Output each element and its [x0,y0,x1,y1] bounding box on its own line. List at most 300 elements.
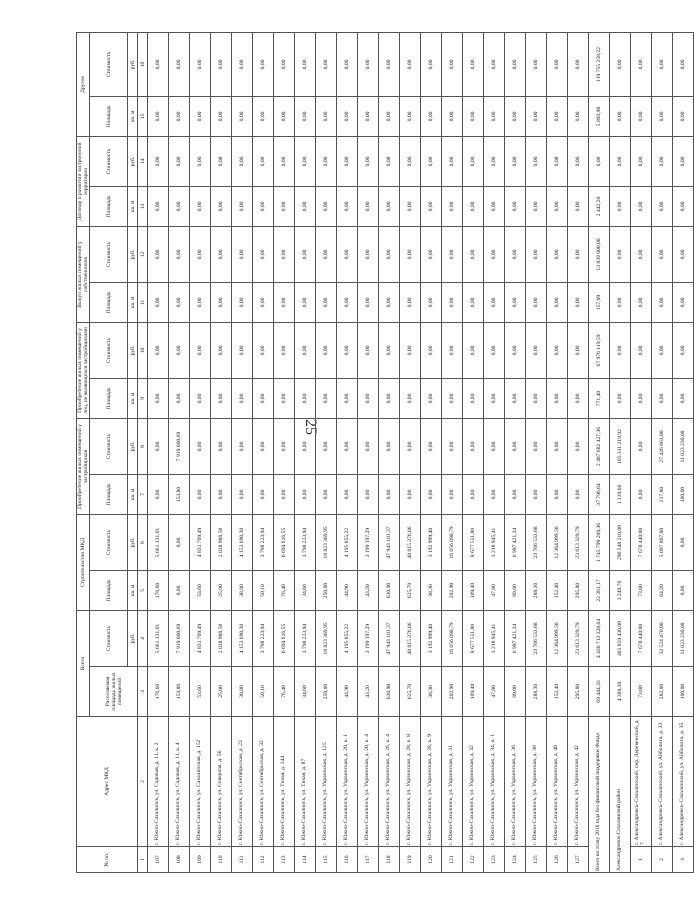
cell-total-area: 250,00 [316,667,337,717]
cell-o-area: 5 893,90 [589,96,610,136]
unit-area: кв. м [128,282,138,322]
unit-area: кв. м [128,475,138,515]
unit-cost: руб. [128,515,138,571]
cell-b-cost: 0,00 [421,226,442,282]
cell-pn-area: 0,00 [253,378,274,418]
col-number: 2 [138,717,148,847]
cell-pn-cost: 0,00 [652,322,673,378]
cell-total-cost: 8 677 511,80 [463,611,484,667]
cell-pn-area: 0,00 [274,378,295,418]
cell-c-cost: 18 823 369,95 [316,515,337,571]
cell-o-cost: 0,00 [610,32,631,96]
table-row [379,32,400,872]
cell-c-cost: 16 656 890,79 [442,515,463,571]
cell-b-area: 0,00 [442,282,463,322]
cell-total-area: 89,00 [505,667,526,717]
cell-pd-area: 0,00 [232,475,253,515]
cell-c-cost: 3 798 223,94 [295,515,316,571]
cell-pd-area: 0,00 [358,475,379,515]
cell-pd-area: 0,00 [547,475,568,515]
cell-total-area: 176,60 [148,667,169,717]
table-row [568,32,589,872]
cell-o-area: 0,00 [673,96,694,136]
cell-b-area: 0,00 [610,282,631,322]
cell-total-area: 153,80 [169,667,190,717]
cell-address: г. Южно-Сахалинск, ул. Украинская, д. 20, к. 1 [337,717,358,847]
cell-t-cost: 0,00 [526,136,547,186]
cell-pn-cost: 0,00 [148,322,169,378]
cell-b-cost: 0,00 [232,226,253,282]
cell-total-cost: 3 798 223,94 [295,611,316,667]
cell-total-area: 53,60 [190,667,211,717]
cell-t-cost: 0,00 [652,136,673,186]
header-no: № пп. [77,847,138,873]
cell-t-area: 0,00 [190,186,211,226]
cell-b-cost: 0,00 [463,226,484,282]
cell-o-area: 0,00 [316,96,337,136]
header-buyout: Выкуп жилых помещений у собственников [77,226,90,322]
col-number: 6 [138,515,148,571]
cell-o-area: 0,00 [631,96,652,136]
cell-t-cost: 0,00 [631,136,652,186]
cell-total-area: 50,10 [253,667,274,717]
col-number: 5 [138,571,148,611]
table-row [652,32,673,872]
table-row [547,32,568,872]
cell-c-area: 202,90 [442,571,463,611]
page-number: 25 [302,419,319,435]
cell-t-area: 0,00 [232,186,253,226]
header-area: Площадь [90,96,128,136]
cell-pd-cost: 0,00 [379,418,400,474]
cell-pn-cost: 0,00 [316,322,337,378]
cell-pn-area: 0,00 [316,378,337,418]
cell-pd-cost: 0,00 [274,418,295,474]
cell-pd-cost: 0,00 [505,418,526,474]
cell-b-cost: 0,00 [169,226,190,282]
cell-o-cost: 0,00 [463,32,484,96]
cell-c-area: 73,00 [631,571,652,611]
cell-pn-area: 0,00 [442,378,463,418]
cell-c-area: 25,00 [211,571,232,611]
cell-t-cost: 0,00 [400,136,421,186]
cell-o-cost: 0,00 [484,32,505,96]
col-number: 16 [138,32,148,96]
cell-b-cost: 0,00 [526,226,547,282]
cell-t-cost: 0,00 [568,136,589,186]
header-area: Площадь [90,186,128,226]
cell-c-area: 295,80 [568,571,589,611]
unit-cost: руб. [128,418,138,474]
cell-t-area: 0,00 [421,186,442,226]
cell-pd-area: 0,00 [295,475,316,515]
table-row [421,32,442,872]
cell-c-cost: 2 038 988,58 [211,515,232,571]
cell-pn-area: 0,00 [358,378,379,418]
cell-pd-cost: 0,00 [337,418,358,474]
cell-pd-area: 0,00 [505,475,526,515]
cell-t-cost: 0,00 [421,136,442,186]
cell-o-area: 0,00 [484,96,505,136]
cell-pd-cost: 0,00 [295,418,316,474]
cell-c-cost: 4 831 709,49 [190,515,211,571]
cell-b-area: 0,00 [337,282,358,322]
cell-b-cost: 0,00 [211,226,232,282]
cell-o-cost: 0,00 [421,32,442,96]
cell-address: г. Южно-Сахалинск, ул. Украинская, д. 28, к. 9 [421,717,442,847]
cell-t-cost: 0,00 [547,136,568,186]
cell-o-area: 0,00 [295,96,316,136]
cell-b-area: 0,00 [484,282,505,322]
cell-c-area: 22 361,17 [589,571,610,611]
cell-pn-area: 0,00 [505,378,526,418]
cell-total-cost: 32 524 470,00 [652,611,673,667]
cell-pd-cost: 0,00 [148,418,169,474]
cell-o-area: 0,00 [421,96,442,136]
cell-b-area: 0,00 [295,282,316,322]
cell-total-cost: 6 997 421,34 [505,611,526,667]
cell-t-cost: 0,00 [274,136,295,186]
cell-b-area: 0,00 [505,282,526,322]
cell-total-area: 38,80 [232,667,253,717]
cell-c-cost: 5 661 131,01 [148,515,169,571]
header-cost: Стоимость [90,322,128,378]
cell-t-cost: 0,00 [253,136,274,186]
table-row [190,32,211,872]
cell-total-cost: 12 364 999,50 [547,611,568,667]
cell-o-area: 0,00 [568,96,589,136]
cell-pn-area: 0,00 [526,378,547,418]
cell-b-cost: 0,00 [358,226,379,282]
cell-no: 121 [442,847,463,873]
unit-area: кв. м [128,378,138,418]
cell-t-cost: 0,00 [232,136,253,186]
cell-t-area: 0,00 [148,186,169,226]
cell-o-cost: 0,00 [358,32,379,96]
cell-total-cost: 3 192 999,40 [421,611,442,667]
cell-o-cost: 0,00 [379,32,400,96]
cell-pn-cost: 0,00 [274,322,295,378]
cell-total-area: 288,30 [526,667,547,717]
cell-pd-cost: 0,00 [253,418,274,474]
cell-c-area: 34,60 [295,571,316,611]
cell-pn-cost: 0,00 [379,322,400,378]
cell-o-area: 0,00 [463,96,484,136]
table-body [148,32,694,872]
cell-address: г. Южно-Сахалинск, ул. Украинская, д. 36 [505,717,526,847]
cell-o-area: 0,00 [232,96,253,136]
cell-no: 113 [274,847,295,873]
cell-b-cost: 0,00 [442,226,463,282]
cell-total-area: 47,80 [484,667,505,717]
cell-o-cost: 0,00 [232,32,253,96]
cell-total-cost: 6 694 616,55 [274,611,295,667]
rotated-table-container [76,33,686,873]
summary-label: Всего по этапу 2016 года без финансовой поддержки Фонда [589,717,610,873]
cell-t-area: 0,00 [400,186,421,226]
cell-b-area: 0,00 [379,282,400,322]
header-territory: Договор о развитии застроенной территории [77,136,90,226]
header-cost: Стоимость [90,136,128,186]
cell-b-area: 157,99 [589,282,610,322]
table-row [673,32,694,872]
cell-t-cost: 0,00 [505,136,526,186]
cell-o-area: 0,00 [190,96,211,136]
cell-t-area: 0,00 [631,186,652,226]
cell-pd-area: 0,00 [190,475,211,515]
cell-c-cost: 6 997 421,34 [505,515,526,571]
cell-pn-area: 0,00 [295,378,316,418]
cell-pd-cost: 0,00 [442,418,463,474]
cell-address: г. Южно-Сахалинск, ул. Украинская, д. 42 [568,717,589,847]
cell-c-area: 89,00 [505,571,526,611]
cell-pn-cost: 0,00 [526,322,547,378]
cell-b-area: 0,00 [526,282,547,322]
cell-c-cost: 4 195 855,22 [337,515,358,571]
cell-o-area: 0,00 [400,96,421,136]
cell-o-area: 0,00 [169,96,190,136]
header-other: Другое [77,32,90,136]
cell-pn-cost: 0,00 [505,322,526,378]
cell-total-cost: 11 023 230,00 [673,611,694,667]
cell-total-cost: 5 661 131,01 [148,611,169,667]
cell-no: 115 [316,847,337,873]
cell-b-cost: 0,00 [274,226,295,282]
cell-pn-cost: 0,00 [190,322,211,378]
cell-no: 127 [568,847,589,873]
cell-o-cost: 0,00 [673,32,694,96]
cell-c-area: 38,80 [232,571,253,611]
cell-no: 2 [652,847,673,873]
cell-pn-area: 0,00 [463,378,484,418]
cell-pn-area: 0,00 [673,378,694,418]
cell-b-area: 0,00 [148,282,169,322]
table-header [77,32,148,872]
cell-pd-area: 0,00 [568,475,589,515]
cell-o-cost: 119 755 258,22 [589,32,610,96]
cell-c-area: 64,20 [652,571,673,611]
cell-address: г. Александровск-Сахалинский, ул. Айболита, д. 35 [673,717,694,847]
cell-total-cost: 47 943 101,37 [379,611,400,667]
cell-pn-cost: 0,00 [610,322,631,378]
header-total-area: Расселяемая площадь жилых помещений [90,667,138,717]
cell-pd-area: 100,00 [673,475,694,515]
cell-c-cost: 0,00 [673,515,694,571]
cell-address: г. Южно-Сахалинск, ул. Тихая, д. 144 [274,717,295,847]
cell-b-cost: 0,00 [295,226,316,282]
cell-o-cost: 0,00 [337,32,358,96]
cell-no: 109 [190,847,211,873]
cell-no: 118 [379,847,400,873]
cell-total-cost: 401 859 430,00 [610,611,631,667]
cell-o-cost: 0,00 [547,32,568,96]
cell-b-area: 0,00 [547,282,568,322]
cell-b-cost: 0,00 [505,226,526,282]
cell-pd-cost: 0,00 [484,418,505,474]
cell-t-area: 0,00 [610,186,631,226]
cell-pn-cost: 0,00 [169,322,190,378]
cell-total-cost: 18 823 369,95 [316,611,337,667]
cell-pd-cost: 0,00 [400,418,421,474]
cell-total-area: 282,00 [652,667,673,717]
cell-pd-cost: 11 023 230,00 [673,418,694,474]
col-number: 14 [138,136,148,186]
cell-pd-area: 217,80 [652,475,673,515]
cell-t-cost: 0,00 [148,136,169,186]
header-purchase-non-dev: Приобретение жилых помещений у лиц, не являющихся застройщиками [77,322,90,418]
cell-b-cost: 0,00 [400,226,421,282]
cell-c-area: 152,40 [547,571,568,611]
cell-address: г. Южно-Сахалинск, ул. Украинская, д. 38 [526,717,547,847]
table-row [463,32,484,872]
cell-total-cost: 23 766 533,68 [526,611,547,667]
cell-total-area: 44,90 [337,667,358,717]
cell-c-cost: 12 364 999,50 [547,515,568,571]
cell-o-area: 0,00 [610,96,631,136]
cell-t-area: 0,00 [526,186,547,226]
cell-no: 124 [505,847,526,873]
header-construction: Строительство МКД [77,515,90,611]
cell-no: 108 [169,847,190,873]
cell-address: г. Южно-Сахалинск, ул. Украинская, д. 34, к. 1 [484,717,505,847]
cell-b-cost: 13 839 000,00 [589,226,610,282]
cell-total-cost: 48 815 376,66 [400,611,421,667]
cell-c-area: 250,00 [316,571,337,611]
cell-c-cost: 3 798 223,94 [253,515,274,571]
cell-t-cost: 0,00 [169,136,190,186]
cell-b-cost: 0,00 [316,226,337,282]
table-row [484,32,505,872]
col-number: 7 [138,475,148,515]
col-number: 3 [138,667,148,717]
cell-pd-area: 0,00 [400,475,421,515]
cell-total-cost: 3 798 223,94 [253,611,274,667]
cell-t-area: 0,00 [295,186,316,226]
col-number: 15 [138,96,148,136]
cell-o-cost: 0,00 [505,32,526,96]
cell-o-area: 0,00 [652,96,673,136]
cell-total-area: 73,00 [631,667,652,717]
cell-t-cost: 0,00 [379,136,400,186]
cell-c-area: 109,40 [463,571,484,611]
cell-c-cost: 48 815 376,66 [400,515,421,571]
cell-no: 114 [295,847,316,873]
cell-no: 117 [358,847,379,873]
cell-pn-area: 0,00 [652,378,673,418]
col-number: 1 [138,847,148,873]
col-number: 12 [138,226,148,282]
cell-t-cost: 0,00 [463,136,484,186]
cell-o-cost: 0,00 [274,32,295,96]
cell-c-cost: 6 694 616,55 [274,515,295,571]
header-cost: Стоимость [90,418,128,474]
cell-b-area: 0,00 [568,282,589,322]
cell-no: 122 [463,847,484,873]
cell-no: 119 [400,847,421,873]
col-number: 4 [138,611,148,667]
cell-t-area: 0,00 [673,186,694,226]
cell-address: г. Южно-Сахалинск, ул. Украинская, д. 28, к. 8 [400,717,421,847]
cell-o-cost: 0,00 [400,32,421,96]
cell-c-cost: 23 613 329,79 [568,515,589,571]
cell-address: г. Южно-Сахалинск, ул. Украинская, д. 31 [442,717,463,847]
cell-o-area: 0,00 [148,96,169,136]
cell-c-area: 625,70 [400,571,421,611]
table-row [631,32,652,872]
cell-b-cost: 0,00 [253,226,274,282]
cell-o-area: 0,00 [379,96,400,136]
cell-pd-area: 0,00 [379,475,400,515]
cell-t-cost: 0,00 [316,136,337,186]
cell-c-area: 176,60 [148,571,169,611]
cell-o-area: 0,00 [442,96,463,136]
cell-t-cost: 0,00 [484,136,505,186]
cell-o-cost: 0,00 [526,32,547,96]
header-cost: Стоимость [90,226,128,282]
cell-address: г. Южно-Сахалинск, ул. Северная, д. 56 [211,717,232,847]
cell-no: 126 [547,847,568,873]
cell-pd-cost: 0,00 [232,418,253,474]
cell-t-area: 0,00 [169,186,190,226]
cell-c-cost: 47 943 101,37 [379,515,400,571]
cell-b-area: 0,00 [211,282,232,322]
cell-pn-area: 0,00 [211,378,232,418]
cell-t-cost: 0,00 [610,136,631,186]
cell-c-area: 0,00 [169,571,190,611]
header-area: Площадь [90,571,128,611]
header-address: Адрес МКД [77,717,138,847]
cell-total-cost: 23 613 329,79 [568,611,589,667]
cell-t-cost: 0,00 [358,136,379,186]
cell-b-area: 0,00 [463,282,484,322]
header-total: Всего [77,611,90,717]
cell-pn-area: 0,00 [169,378,190,418]
cell-pd-area: 0,00 [631,475,652,515]
cell-o-area: 0,00 [547,96,568,136]
cell-pd-cost: 0,00 [568,418,589,474]
cell-pd-area: 0,00 [148,475,169,515]
cell-address: г. Александровск-Сахалинский, пер. Деревенский, д. 7 [631,717,652,847]
cell-pd-cost: 7 919 000,69 [169,418,190,474]
cell-pn-cost: 0,00 [421,322,442,378]
cell-c-area: 3 249,70 [610,571,631,611]
cell-pd-cost: 0,00 [547,418,568,474]
cell-c-cost: 296 548 210,00 [610,515,631,571]
unit-cost: руб. [128,611,138,667]
cell-c-cost: 0,00 [169,515,190,571]
cell-b-cost: 0,00 [673,226,694,282]
cell-total-area: 25,00 [211,667,232,717]
cell-c-area: 630,90 [379,571,400,611]
cell-pn-area: 0,00 [610,378,631,418]
cell-c-area: 50,10 [253,571,274,611]
cell-pd-cost: 0,00 [421,418,442,474]
cell-pn-area: 0,00 [631,378,652,418]
cell-no: 1 [631,847,652,873]
cell-pd-cost: 0,00 [190,418,211,474]
cell-o-area: 0,00 [526,96,547,136]
unit-area: кв. м [128,186,138,226]
cell-pd-area: 0,00 [316,475,337,515]
cell-pn-area: 771,40 [589,378,610,418]
cell-b-area: 0,00 [232,282,253,322]
col-number: 11 [138,282,148,322]
cell-total-area: 69 444,33 [589,667,610,717]
cell-pd-area: 1 139,60 [610,475,631,515]
unit-cost: руб. [128,136,138,186]
cell-c-cost: 1 745 799 209,36 [589,515,610,571]
cell-pd-area: 0,00 [337,475,358,515]
